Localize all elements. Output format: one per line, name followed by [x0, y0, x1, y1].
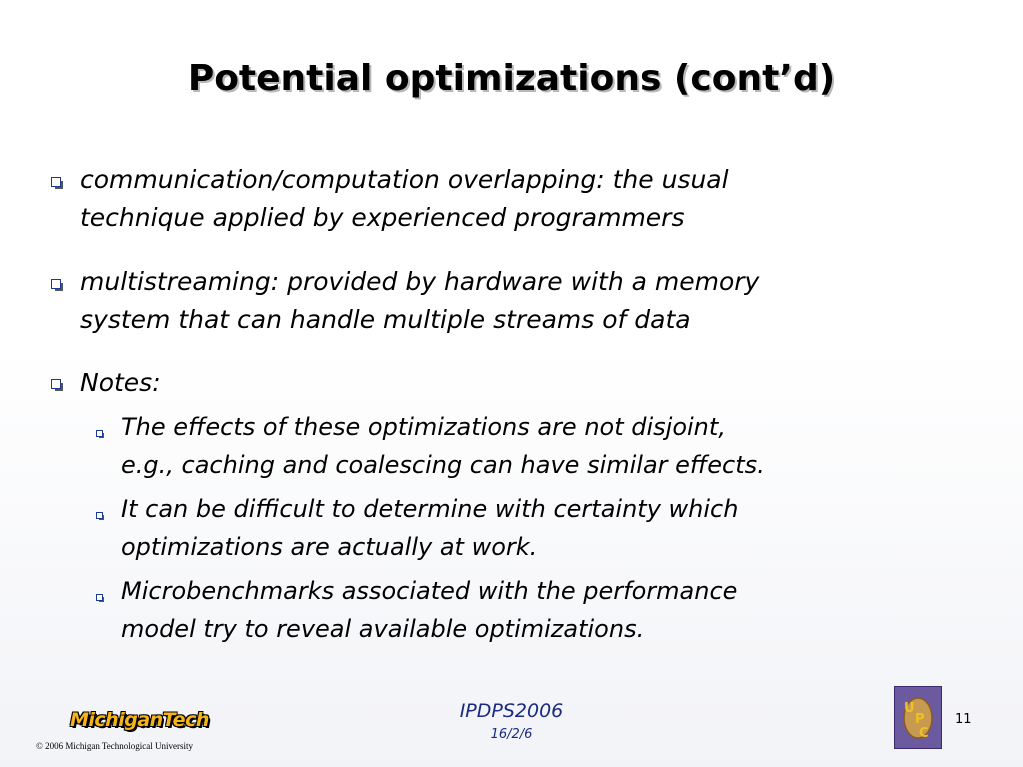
square-bullet-icon	[96, 594, 103, 601]
square-bullet-icon	[51, 279, 61, 289]
upc-logo-icon	[894, 686, 942, 749]
svg-text:P: P	[915, 712, 925, 727]
bullet-line: Notes:	[80, 368, 161, 397]
sub-bullet-line: Microbenchmarks associated with the performance	[121, 577, 738, 605]
square-bullet-icon	[51, 379, 61, 389]
bullet-line: technique applied by experienced programmers	[80, 203, 685, 232]
sub-bullet-line: model try to reveal available optimizations.	[121, 615, 645, 643]
sub-bullet-line: optimizations are actually at work.	[121, 533, 538, 561]
sub-bullet-line: It can be difficult to determine with certainty which	[121, 495, 739, 523]
square-bullet-icon	[51, 177, 61, 187]
copyright-notice: © 2006 Michigan Technological University	[36, 741, 194, 751]
square-bullet-icon	[96, 512, 103, 519]
slide-date: 16/2/6	[490, 727, 533, 742]
sub-bullet-line: e.g., caching and coalescing can have similar effects.	[121, 451, 765, 479]
conference-name: IPDPS2006	[459, 700, 564, 722]
michigan-tech-logo: MichiganTech	[70, 709, 209, 731]
bullet-line: communication/computation overlapping: the usual	[80, 165, 729, 194]
svg-text:U: U	[904, 701, 915, 716]
bullet-line: multistreaming: provided by hardware with a memory	[80, 267, 760, 296]
square-bullet-icon	[96, 430, 103, 437]
svg-text:C: C	[919, 726, 929, 741]
sub-bullet-line: The effects of these optimizations are not disjoint,	[121, 413, 726, 441]
slide-title: Potential optimizations (cont’d)	[187, 58, 836, 99]
bullet-line: system that can handle multiple streams of data	[80, 305, 691, 334]
page-number: 11	[955, 712, 972, 727]
